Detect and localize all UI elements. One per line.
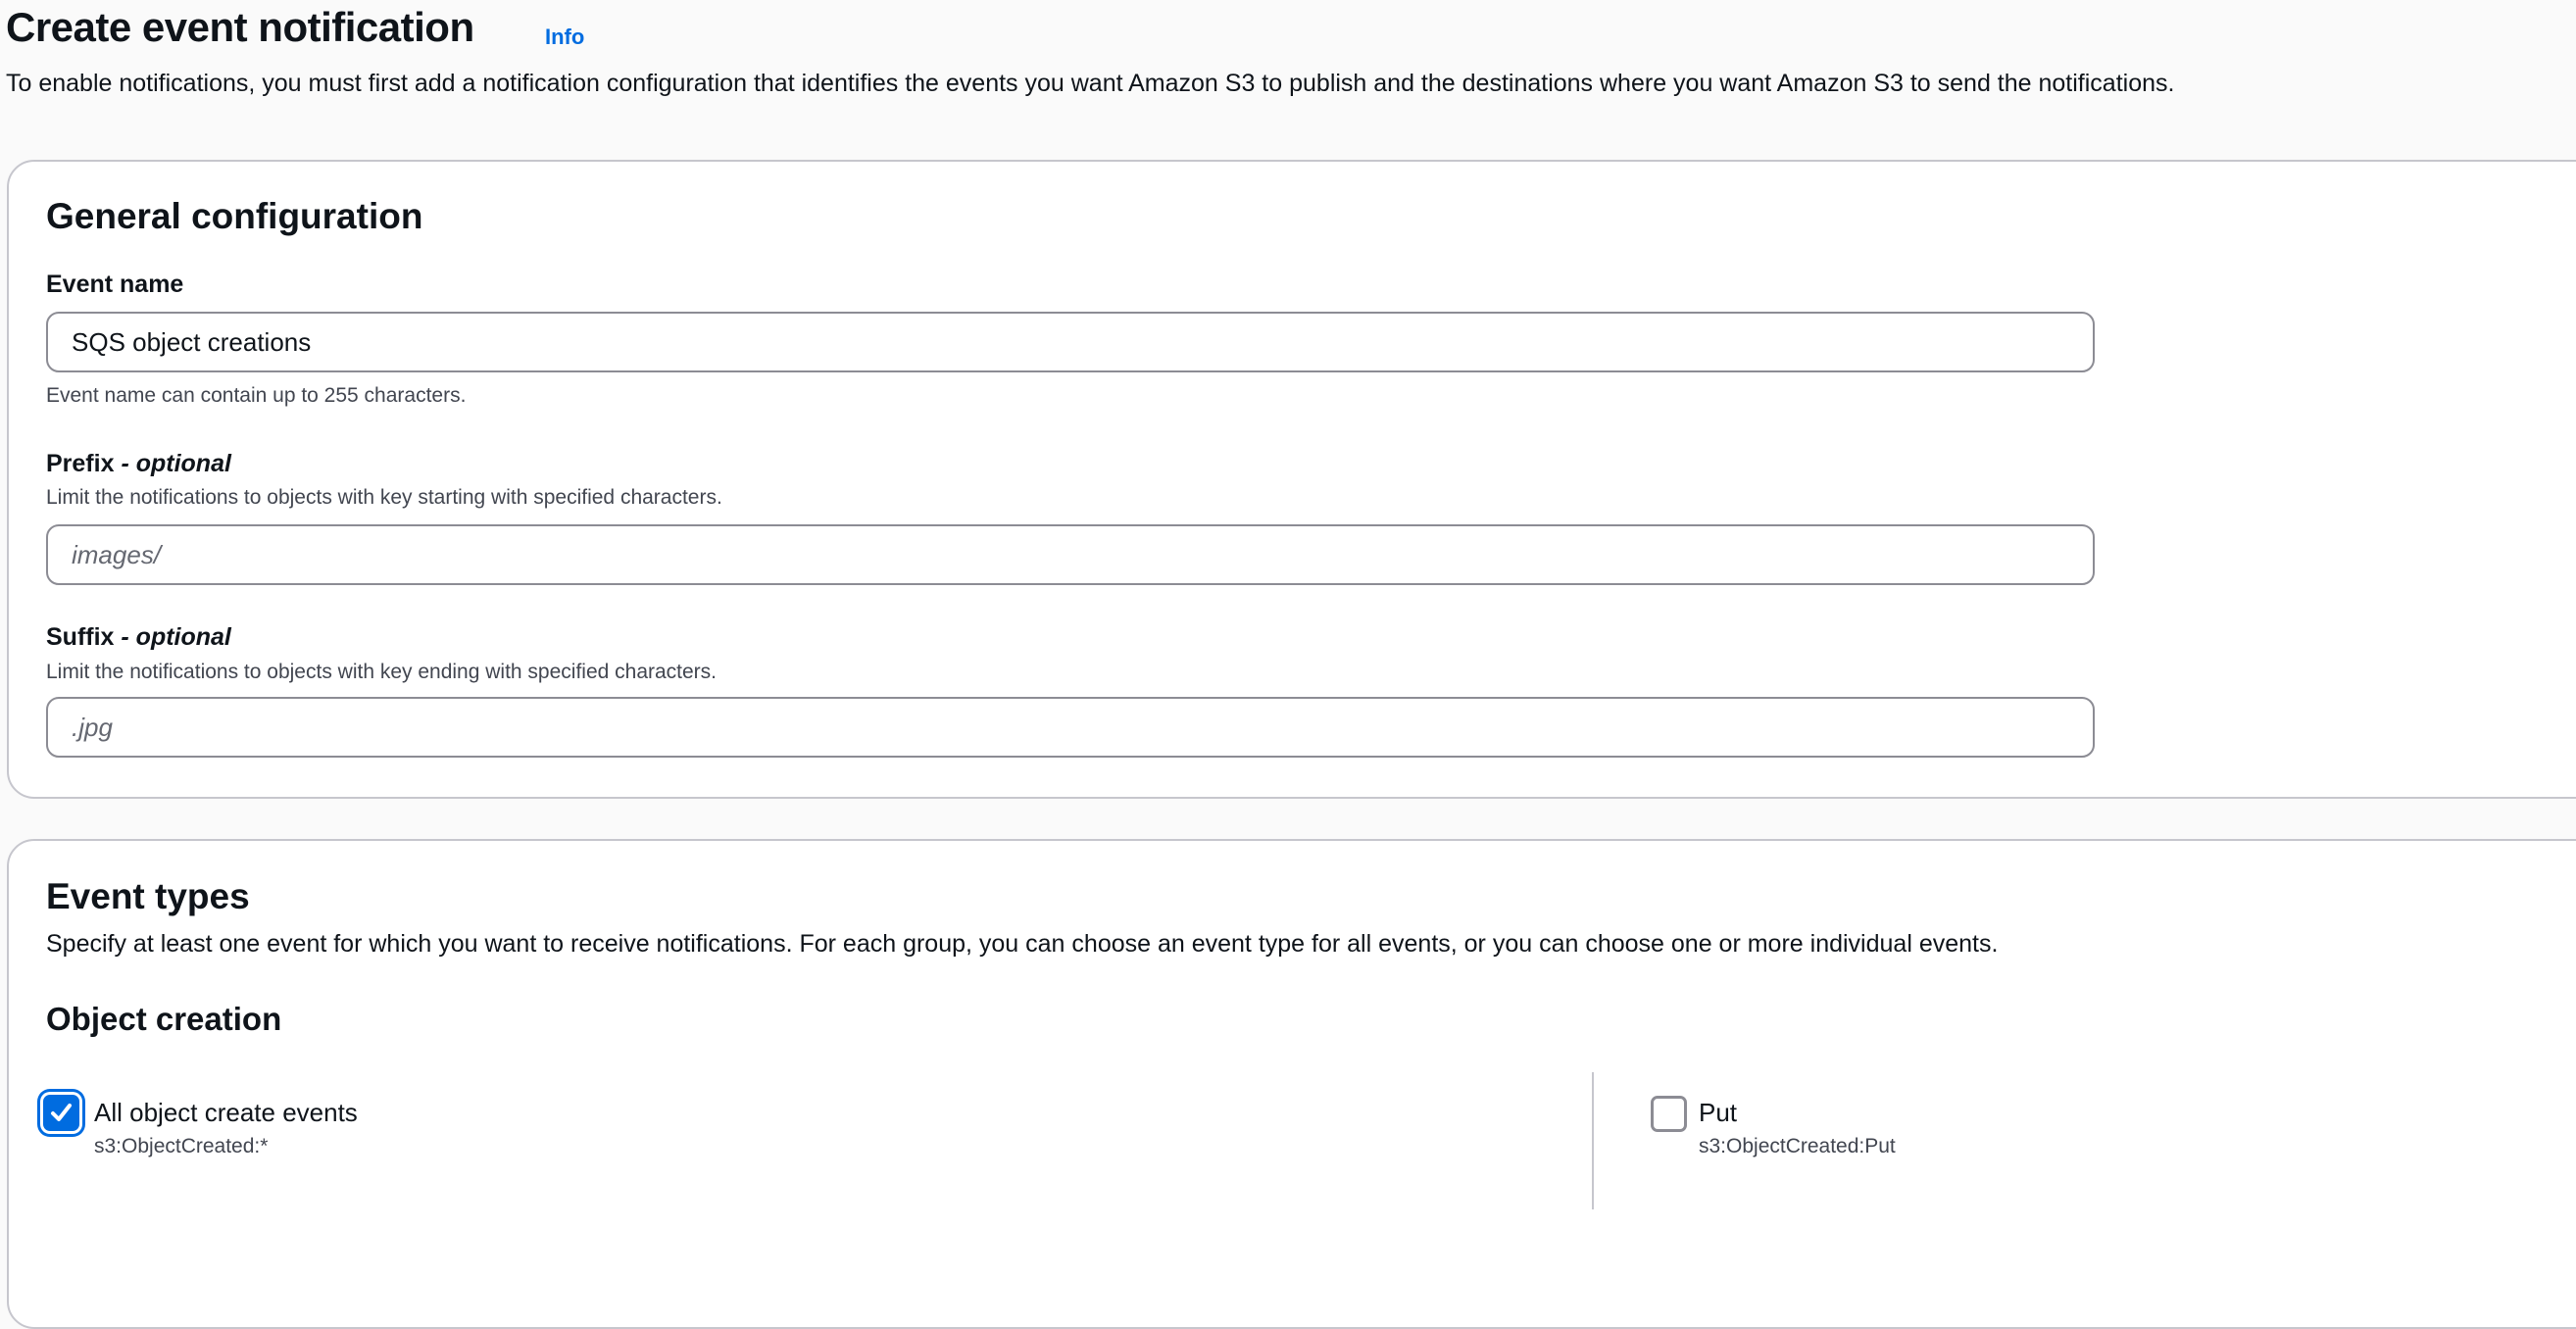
- event-types-description: Specify at least one event for which you want to receive notifications. For each group, you can choose an event type for all events, or you can choose one or more individual events.: [46, 930, 1999, 958]
- event-name-label: Event name: [46, 271, 184, 298]
- prefix-optional: - optional: [121, 450, 231, 477]
- page-description: To enable notifications, you must first add a notification configuration that identifies the events you want Amazon S3 to publish and the destinations where you want Amazon S3 to send the notifications.: [6, 70, 2175, 97]
- all-object-create-events-label[interactable]: All object create events: [94, 1098, 358, 1127]
- event-types-panel: [7, 839, 2576, 1329]
- checkmark-icon: [46, 1098, 76, 1128]
- put-label[interactable]: Put: [1699, 1098, 1738, 1127]
- object-creation-heading: Object creation: [46, 1001, 282, 1037]
- all-object-create-events-code: s3:ObjectCreated:*: [94, 1135, 269, 1157]
- event-name-help: Event name can contain up to 255 characters.: [46, 384, 467, 407]
- put-checkbox[interactable]: [1651, 1096, 1687, 1132]
- general-configuration-heading: General configuration: [46, 196, 423, 236]
- put-code: s3:ObjectCreated:Put: [1699, 1135, 1896, 1157]
- prefix-input[interactable]: [46, 524, 2095, 585]
- event-name-value: SQS object creations: [72, 326, 312, 357]
- column-divider: [1592, 1072, 1594, 1209]
- prefix-label: [46, 450, 231, 478]
- prefix-label-text: Prefix: [46, 450, 115, 477]
- event-name-input[interactable]: [46, 312, 2095, 372]
- suffix-description: Limit the notifications to objects with key ending with specified characters.: [46, 661, 718, 683]
- prefix-placeholder: images/: [72, 539, 162, 569]
- suffix-label: [46, 623, 231, 652]
- info-link[interactable]: Info: [545, 25, 585, 49]
- suffix-optional: - optional: [121, 623, 231, 651]
- page-title: Create event notification: [6, 4, 474, 50]
- suffix-input[interactable]: [46, 697, 2095, 758]
- suffix-label-text: Suffix: [46, 623, 115, 651]
- all-object-create-events-checkbox[interactable]: [43, 1095, 79, 1131]
- suffix-placeholder: .jpg: [72, 712, 113, 742]
- event-types-heading: Event types: [46, 876, 250, 916]
- prefix-description: Limit the notifications to objects with key starting with specified characters.: [46, 486, 722, 509]
